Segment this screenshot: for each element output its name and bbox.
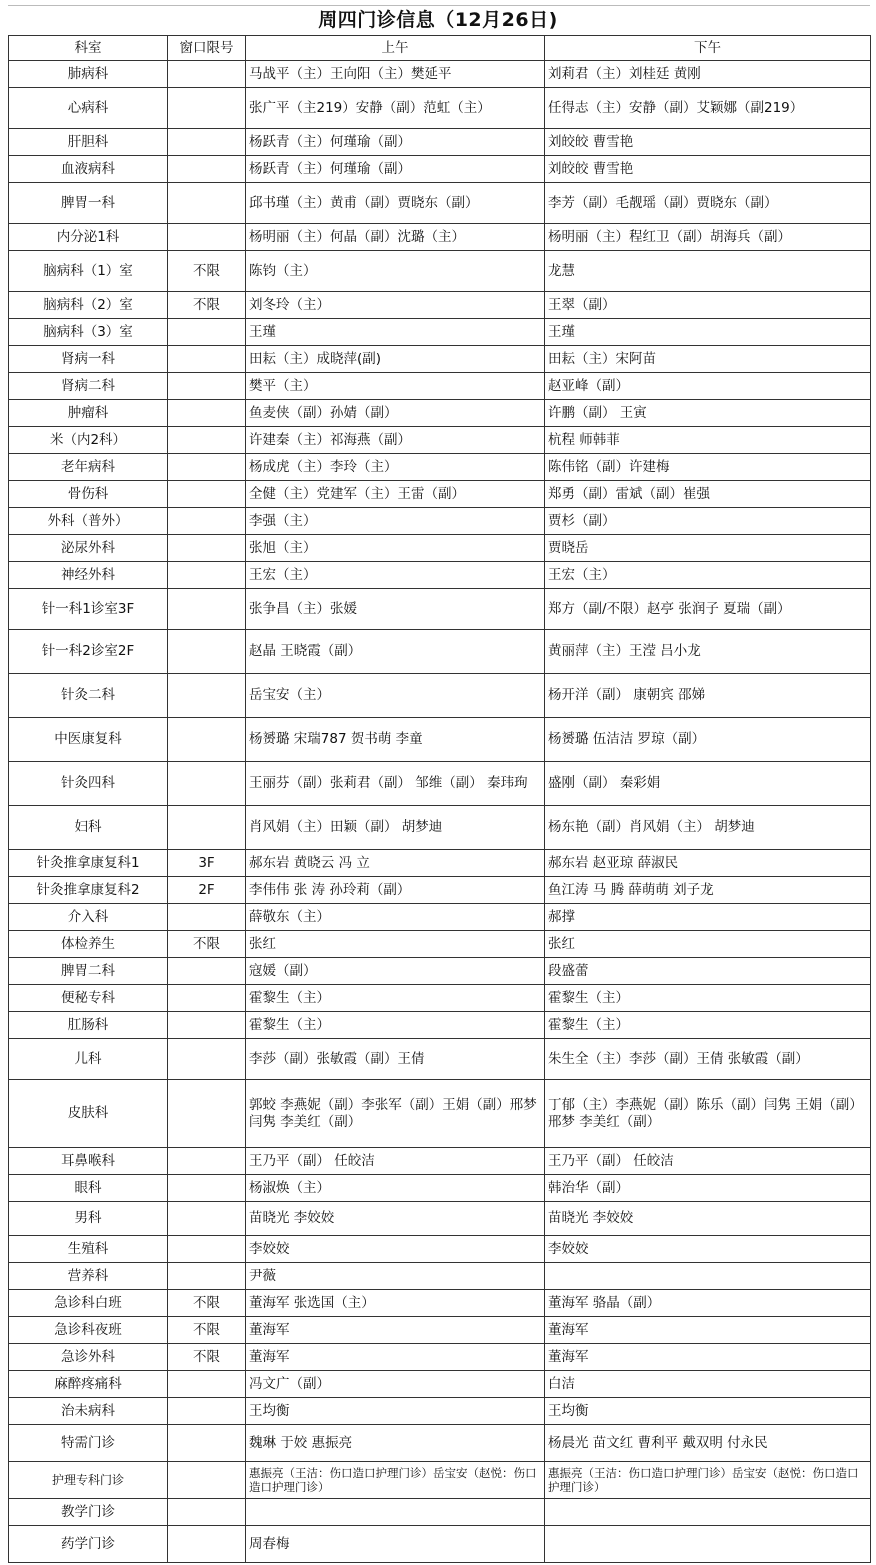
table-row xyxy=(9,454,871,481)
window-limit-cell xyxy=(168,183,246,224)
table-row xyxy=(9,224,871,251)
window-limit-cell xyxy=(168,562,246,589)
window-limit-cell xyxy=(168,1425,246,1462)
morning-doctors-cell: 董海军 xyxy=(246,1344,545,1371)
morning-doctors-cell: 马战平（主）王向阳（主）樊延平 xyxy=(246,61,545,88)
window-limit-cell xyxy=(168,1371,246,1398)
window-limit-cell xyxy=(168,1526,246,1563)
morning-doctors-cell: 王丽芬（副）张莉君（副） 邹维（副） 秦玮珣 xyxy=(246,762,545,806)
morning-doctors-cell: 全健（主）党建军（主）王雷（副） xyxy=(246,481,545,508)
window-limit-cell xyxy=(168,1175,246,1202)
table-row xyxy=(9,1236,871,1263)
afternoon-doctors-cell: 杨晨光 苗文红 曹利平 戴双明 付永民 xyxy=(545,1425,871,1462)
window-limit-cell xyxy=(168,454,246,481)
morning-doctors-cell: 岳宝安（主） xyxy=(246,674,545,718)
department-cell: 肾病二科 xyxy=(9,373,168,400)
morning-doctors-cell: 李强（主） xyxy=(246,508,545,535)
table-row xyxy=(9,1202,871,1236)
table-row xyxy=(9,1462,871,1499)
schedule-body xyxy=(9,61,871,1563)
afternoon-doctors-cell: 任得志（主）安静（副）艾颖娜（副219） xyxy=(545,88,871,129)
department-cell: 泌尿外科 xyxy=(9,535,168,562)
morning-doctors-cell: 张广平（主219）安静（副）范虹（主） xyxy=(246,88,545,129)
morning-doctors-cell: 苗晓光 李姣姣 xyxy=(246,1202,545,1236)
morning-doctors-cell: 许建秦（主）祁海燕（副） xyxy=(246,427,545,454)
department-cell: 针灸推拿康复科2 xyxy=(9,877,168,904)
afternoon-doctors-cell: 盛刚（副） 秦彩娟 xyxy=(545,762,871,806)
department-cell: 男科 xyxy=(9,1202,168,1236)
window-limit-cell xyxy=(168,508,246,535)
morning-doctors-cell: 尹薇 xyxy=(246,1263,545,1290)
window-limit-cell xyxy=(168,1499,246,1526)
window-limit-cell: 不限 xyxy=(168,251,246,292)
morning-doctors-cell: 董海军 xyxy=(246,1317,545,1344)
department-cell: 心病科 xyxy=(9,88,168,129)
table-row xyxy=(9,1344,871,1371)
morning-doctors-cell: 霍黎生（主） xyxy=(246,985,545,1012)
morning-doctors-cell: 董海军 张选国（主） xyxy=(246,1290,545,1317)
header-afternoon: 下午 xyxy=(545,36,871,61)
department-cell: 针灸四科 xyxy=(9,762,168,806)
window-limit-cell xyxy=(168,1012,246,1039)
window-limit-cell xyxy=(168,1148,246,1175)
department-cell: 营养科 xyxy=(9,1263,168,1290)
department-cell: 神经外科 xyxy=(9,562,168,589)
window-limit-cell xyxy=(168,319,246,346)
window-limit-cell: 不限 xyxy=(168,292,246,319)
window-limit-cell xyxy=(168,1039,246,1080)
morning-doctors-cell: 魏琳 于姣 惠振亮 xyxy=(246,1425,545,1462)
header-department: 科室 xyxy=(9,36,168,61)
afternoon-doctors-cell: 许鹏（副） 王寅 xyxy=(545,400,871,427)
table-row xyxy=(9,1263,871,1290)
table-row xyxy=(9,850,871,877)
window-limit-cell: 不限 xyxy=(168,1290,246,1317)
morning-doctors-cell: 郭蛟 李燕妮（副）李张军（副）王娟（副）邢梦 闫隽 李美红（副） xyxy=(246,1080,545,1148)
table-row xyxy=(9,400,871,427)
window-limit-cell xyxy=(168,400,246,427)
afternoon-doctors-cell: 杨赟璐 伍洁洁 罗琼（副） xyxy=(545,718,871,762)
afternoon-doctors-cell xyxy=(545,1263,871,1290)
afternoon-doctors-cell: 王瑾 xyxy=(545,319,871,346)
department-cell: 脾胃二科 xyxy=(9,958,168,985)
department-cell: 急诊外科 xyxy=(9,1344,168,1371)
window-limit-cell xyxy=(168,1202,246,1236)
department-cell: 妇科 xyxy=(9,806,168,850)
afternoon-doctors-cell: 霍黎生（主） xyxy=(545,985,871,1012)
morning-doctors-cell: 鱼麦侠（副）孙婧（副） xyxy=(246,400,545,427)
window-limit-cell xyxy=(168,346,246,373)
afternoon-doctors-cell: 白洁 xyxy=(545,1371,871,1398)
morning-doctors-cell: 田耘（主）成晓萍(副) xyxy=(246,346,545,373)
department-cell: 脑病科（3）室 xyxy=(9,319,168,346)
table-row xyxy=(9,319,871,346)
department-cell: 教学门诊 xyxy=(9,1499,168,1526)
department-cell: 体检养生 xyxy=(9,931,168,958)
department-cell: 急诊科夜班 xyxy=(9,1317,168,1344)
table-row xyxy=(9,481,871,508)
afternoon-doctors-cell: 惠振亮（王洁：伤口造口护理门诊）岳宝安（赵悦：伤口造口护理门诊） xyxy=(545,1462,871,1499)
department-cell: 治未病科 xyxy=(9,1398,168,1425)
page-title: 周四门诊信息（12月26日) xyxy=(318,9,558,31)
department-cell: 药学门诊 xyxy=(9,1526,168,1563)
morning-doctors-cell: 杨跃青（主）何瑾瑜（副） xyxy=(246,156,545,183)
header-window-limit: 窗口限号 xyxy=(168,36,246,61)
morning-doctors-cell: 杨淑焕（主） xyxy=(246,1175,545,1202)
window-limit-cell xyxy=(168,958,246,985)
morning-doctors-cell: 王乃平（副） 任皎洁 xyxy=(246,1148,545,1175)
window-limit-cell: 2F xyxy=(168,877,246,904)
afternoon-doctors-cell: 董海军 xyxy=(545,1344,871,1371)
department-cell: 外科（普外） xyxy=(9,508,168,535)
afternoon-doctors-cell: 郑勇（副）雷斌（副）崔强 xyxy=(545,481,871,508)
department-cell: 便秘专科 xyxy=(9,985,168,1012)
afternoon-doctors-cell: 田耘（主）宋阿苗 xyxy=(545,346,871,373)
window-limit-cell xyxy=(168,904,246,931)
morning-doctors-cell: 惠振亮（王洁：伤口造口护理门诊）岳宝安（赵悦：伤口造口护理门诊） xyxy=(246,1462,545,1499)
window-limit-cell xyxy=(168,1462,246,1499)
morning-doctors-cell: 王均衡 xyxy=(246,1398,545,1425)
header-row xyxy=(9,36,871,61)
morning-doctors-cell: 霍黎生（主） xyxy=(246,1012,545,1039)
table-row xyxy=(9,1290,871,1317)
afternoon-doctors-cell: 刘皎皎 曹雪艳 xyxy=(545,129,871,156)
afternoon-doctors-cell: 龙慧 xyxy=(545,251,871,292)
department-cell: 急诊科白班 xyxy=(9,1290,168,1317)
department-cell: 老年病科 xyxy=(9,454,168,481)
table-row xyxy=(9,1425,871,1462)
afternoon-doctors-cell: 郑方（副/不限）赵亭 张润子 夏瑞（副） xyxy=(545,589,871,630)
table-row xyxy=(9,1012,871,1039)
department-cell: 米（内2科） xyxy=(9,427,168,454)
window-limit-cell xyxy=(168,481,246,508)
table-row xyxy=(9,346,871,373)
table-row xyxy=(9,958,871,985)
afternoon-doctors-cell: 李芳（副）毛靓瑶（副）贾晓东（副） xyxy=(545,183,871,224)
department-cell: 麻醉疼痛科 xyxy=(9,1371,168,1398)
department-cell: 血液病科 xyxy=(9,156,168,183)
morning-doctors-cell: 杨明丽（主）何晶（副）沈璐（主） xyxy=(246,224,545,251)
table-row xyxy=(9,904,871,931)
morning-doctors-cell xyxy=(246,1499,545,1526)
table-row xyxy=(9,806,871,850)
department-cell: 耳鼻喉科 xyxy=(9,1148,168,1175)
window-limit-cell xyxy=(168,61,246,88)
morning-doctors-cell: 薛敬东（主） xyxy=(246,904,545,931)
department-cell: 脾胃一科 xyxy=(9,183,168,224)
department-cell: 肿瘤科 xyxy=(9,400,168,427)
afternoon-doctors-cell: 杨明丽（主）程红卫（副）胡海兵（副） xyxy=(545,224,871,251)
afternoon-doctors-cell: 赵亚峰（副） xyxy=(545,373,871,400)
table-row xyxy=(9,1371,871,1398)
morning-doctors-cell: 杨赟璐 宋瑞787 贺书萌 李童 xyxy=(246,718,545,762)
table-row xyxy=(9,183,871,224)
table-row xyxy=(9,1175,871,1202)
department-cell: 针一科1诊室3F xyxy=(9,589,168,630)
afternoon-doctors-cell: 郝东岩 赵亚琼 薛淑民 xyxy=(545,850,871,877)
afternoon-doctors-cell xyxy=(545,1526,871,1563)
department-cell: 肝胆科 xyxy=(9,129,168,156)
window-limit-cell xyxy=(168,427,246,454)
table-row xyxy=(9,427,871,454)
window-limit-cell xyxy=(168,156,246,183)
afternoon-doctors-cell: 苗晓光 李姣姣 xyxy=(545,1202,871,1236)
department-cell: 眼科 xyxy=(9,1175,168,1202)
afternoon-doctors-cell: 黄丽萍（主）王滢 吕小龙 xyxy=(545,630,871,674)
window-limit-cell xyxy=(168,224,246,251)
department-cell: 中医康复科 xyxy=(9,718,168,762)
window-limit-cell: 不限 xyxy=(168,1344,246,1371)
afternoon-doctors-cell xyxy=(545,1499,871,1526)
department-cell: 护理专科门诊 xyxy=(9,1462,168,1499)
morning-doctors-cell: 樊平（主） xyxy=(246,373,545,400)
table-row xyxy=(9,88,871,129)
table-row xyxy=(9,535,871,562)
department-cell: 肛肠科 xyxy=(9,1012,168,1039)
table-row xyxy=(9,1317,871,1344)
table-row xyxy=(9,718,871,762)
window-limit-cell xyxy=(168,985,246,1012)
afternoon-doctors-cell: 陈伟铭（副）许建梅 xyxy=(545,454,871,481)
afternoon-doctors-cell: 李姣姣 xyxy=(545,1236,871,1263)
department-cell: 针灸二科 xyxy=(9,674,168,718)
window-limit-cell xyxy=(168,88,246,129)
table-row xyxy=(9,129,871,156)
morning-doctors-cell: 李姣姣 xyxy=(246,1236,545,1263)
afternoon-doctors-cell: 董海军 xyxy=(545,1317,871,1344)
table-row xyxy=(9,156,871,183)
header-morning: 上午 xyxy=(246,36,545,61)
department-cell: 脑病科（1）室 xyxy=(9,251,168,292)
morning-doctors-cell: 冯文广（副） xyxy=(246,1371,545,1398)
department-cell: 介入科 xyxy=(9,904,168,931)
afternoon-doctors-cell: 朱生全（主）李莎（副）王倩 张敏霞（副） xyxy=(545,1039,871,1080)
morning-doctors-cell: 寇媛（副） xyxy=(246,958,545,985)
morning-doctors-cell: 刘冬玲（主） xyxy=(246,292,545,319)
afternoon-doctors-cell: 韩治华（副） xyxy=(545,1175,871,1202)
table-row xyxy=(9,292,871,319)
table-row xyxy=(9,877,871,904)
department-cell: 脑病科（2）室 xyxy=(9,292,168,319)
morning-doctors-cell: 张争昌（主）张媛 xyxy=(246,589,545,630)
afternoon-doctors-cell: 刘莉君（主）刘桂廷 黄刚 xyxy=(545,61,871,88)
window-limit-cell xyxy=(168,806,246,850)
window-limit-cell xyxy=(168,762,246,806)
window-limit-cell xyxy=(168,1398,246,1425)
morning-doctors-cell: 王瑾 xyxy=(246,319,545,346)
department-cell: 肾病一科 xyxy=(9,346,168,373)
cropped-top-border xyxy=(8,0,870,6)
department-cell: 特需门诊 xyxy=(9,1425,168,1462)
afternoon-doctors-cell: 王乃平（副） 任皎洁 xyxy=(545,1148,871,1175)
table-row xyxy=(9,251,871,292)
morning-doctors-cell: 杨跃青（主）何瑾瑜（副） xyxy=(246,129,545,156)
table-row xyxy=(9,1526,871,1563)
table-row xyxy=(9,1080,871,1148)
afternoon-doctors-cell: 刘皎皎 曹雪艳 xyxy=(545,156,871,183)
afternoon-doctors-cell: 郝撑 xyxy=(545,904,871,931)
afternoon-doctors-cell: 王均衡 xyxy=(545,1398,871,1425)
table-row xyxy=(9,1398,871,1425)
window-limit-cell xyxy=(168,674,246,718)
morning-doctors-cell: 王宏（主） xyxy=(246,562,545,589)
morning-doctors-cell: 邱书瑾（主）黄甫（副）贾晓东（副） xyxy=(246,183,545,224)
window-limit-cell xyxy=(168,1080,246,1148)
department-cell: 肺病科 xyxy=(9,61,168,88)
window-limit-cell xyxy=(168,589,246,630)
table-row xyxy=(9,985,871,1012)
window-limit-cell xyxy=(168,1236,246,1263)
table-row xyxy=(9,674,871,718)
afternoon-doctors-cell: 董海军 骆晶（副） xyxy=(545,1290,871,1317)
afternoon-doctors-cell: 王宏（主） xyxy=(545,562,871,589)
table-row xyxy=(9,1499,871,1526)
afternoon-doctors-cell: 王翠（副） xyxy=(545,292,871,319)
morning-doctors-cell: 李伟伟 张 涛 孙玲莉（副） xyxy=(246,877,545,904)
department-cell: 针一科2诊室2F xyxy=(9,630,168,674)
afternoon-doctors-cell: 鱼江涛 马 腾 薛萌萌 刘子龙 xyxy=(545,877,871,904)
department-cell: 生殖科 xyxy=(9,1236,168,1263)
afternoon-doctors-cell: 丁郁（主）李燕妮（副）陈乐（副）闫隽 王娟（副）邢梦 李美红（副） xyxy=(545,1080,871,1148)
table-row xyxy=(9,589,871,630)
table-row xyxy=(9,1148,871,1175)
window-limit-cell xyxy=(168,630,246,674)
afternoon-doctors-cell: 霍黎生（主） xyxy=(545,1012,871,1039)
morning-doctors-cell: 周春梅 xyxy=(246,1526,545,1563)
morning-doctors-cell: 赵晶 王晓霞（副） xyxy=(246,630,545,674)
department-cell: 皮肤科 xyxy=(9,1080,168,1148)
window-limit-cell: 不限 xyxy=(168,1317,246,1344)
clinic-schedule-table xyxy=(8,35,871,1563)
table-row xyxy=(9,373,871,400)
department-cell: 针灸推拿康复科1 xyxy=(9,850,168,877)
table-row xyxy=(9,931,871,958)
afternoon-doctors-cell: 杨开洋（副） 康朝宾 邵娣 xyxy=(545,674,871,718)
department-cell: 骨伤科 xyxy=(9,481,168,508)
afternoon-doctors-cell: 段盛蕾 xyxy=(545,958,871,985)
table-row xyxy=(9,1039,871,1080)
table-row xyxy=(9,562,871,589)
afternoon-doctors-cell: 杨东艳（副）肖风娟（主） 胡梦迪 xyxy=(545,806,871,850)
window-limit-cell xyxy=(168,129,246,156)
window-limit-cell xyxy=(168,718,246,762)
table-row xyxy=(9,762,871,806)
morning-doctors-cell: 肖风娟（主）田颖（副） 胡梦迪 xyxy=(246,806,545,850)
morning-doctors-cell: 郝东岩 黄晓云 冯 立 xyxy=(246,850,545,877)
department-cell: 内分泌1科 xyxy=(9,224,168,251)
morning-doctors-cell: 杨成虎（主）李玲（主） xyxy=(246,454,545,481)
window-limit-cell xyxy=(168,535,246,562)
morning-doctors-cell: 陈钧（主） xyxy=(246,251,545,292)
afternoon-doctors-cell: 杭程 师韩菲 xyxy=(545,427,871,454)
window-limit-cell: 不限 xyxy=(168,931,246,958)
window-limit-cell: 3F xyxy=(168,850,246,877)
afternoon-doctors-cell: 贾杉（副） xyxy=(545,508,871,535)
morning-doctors-cell: 张旭（主） xyxy=(246,535,545,562)
morning-doctors-cell: 张红 xyxy=(246,931,545,958)
table-row xyxy=(9,61,871,88)
table-row xyxy=(9,630,871,674)
department-cell: 儿科 xyxy=(9,1039,168,1080)
morning-doctors-cell: 李莎（副）张敏霞（副）王倩 xyxy=(246,1039,545,1080)
table-row xyxy=(9,508,871,535)
afternoon-doctors-cell: 张红 xyxy=(545,931,871,958)
window-limit-cell xyxy=(168,373,246,400)
window-limit-cell xyxy=(168,1263,246,1290)
afternoon-doctors-cell: 贾晓岳 xyxy=(545,535,871,562)
